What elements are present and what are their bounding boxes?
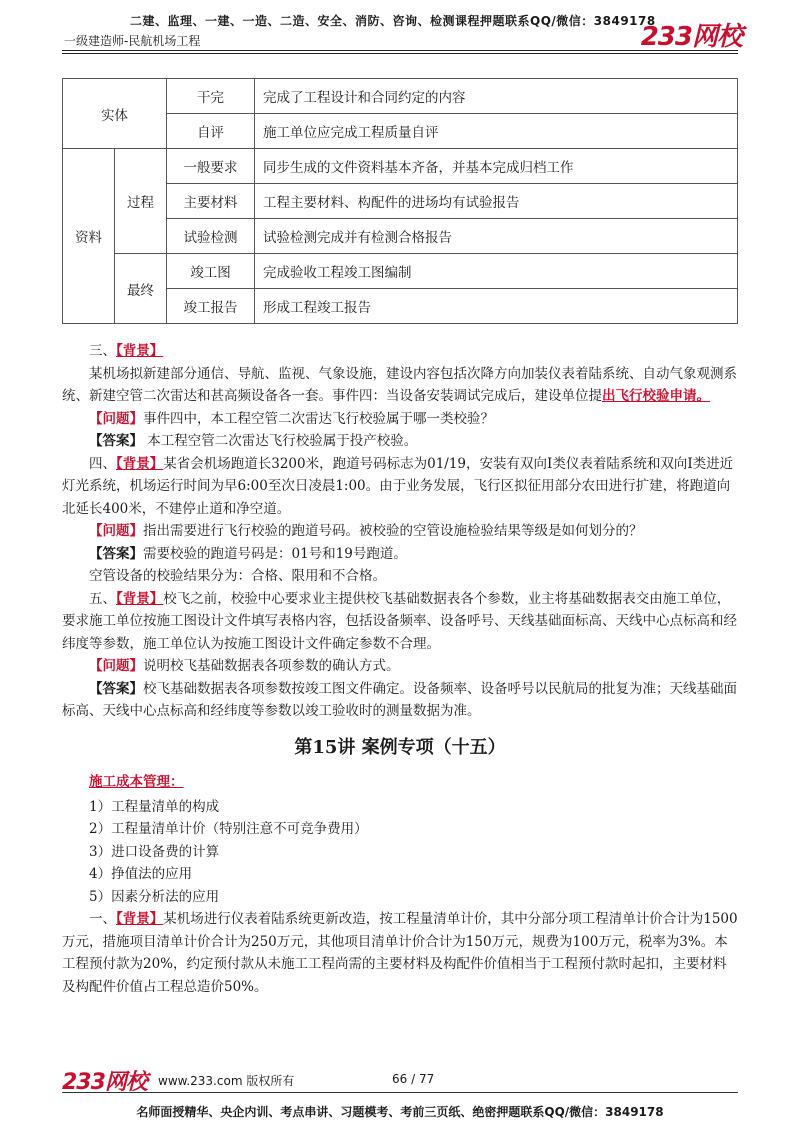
list-item: 4）挣值法的应用: [89, 866, 193, 882]
list-item: 2）工程量清单计价（特别注意不可竞争费用）: [89, 821, 368, 837]
lecture-subtitle: 施工成本管理：: [89, 774, 184, 790]
row-label: 主要材料: [167, 184, 255, 219]
row-content: 同步生成的文件资料基本齐备，并基本完成归档工作: [255, 149, 738, 184]
table-row: [63, 79, 738, 114]
document-body: [62, 340, 738, 998]
row-content: 试验检测完成并有检测合格报告: [255, 219, 738, 254]
row-content: 完成验收工程竣工图编制: [255, 254, 738, 289]
header-divider: [62, 50, 738, 51]
list-item: 1）工程量清单的构成: [89, 798, 220, 815]
section1-background: 一、【背景】某机场进行仪表着陆系统更新改造，按工程量清单计价，其中分部分项工程清单计价合计为1500万元，措施项目清单计价合计为250万元，其他项目清单计价合计为150万元，规费为100万元，税率为3%。本工程预付款为20%，约定预付款从未施工工程尚需的主要材料及构配件价值相当于工程预付款时起扣，主要材料及构配件价值占工程总造价50%。: [62, 911, 738, 995]
footer-divider: [62, 1092, 738, 1093]
section3-answer: 【答案】 本工程空管二次雷达飞行校验属于投产校验。: [89, 433, 418, 449]
section4-answer-2: 空管设备的校验结果分为：合格、限用和不合格。: [89, 568, 386, 584]
page-number: 66 / 77: [392, 1072, 435, 1086]
section3-background: 某机场拟新建部分通信、导航、监视、气象设施，建设内容包括次降方向加装仪表着陆系统、自动气象观测系统、新建空管二次雷达和甚高频设备各一套。事件四：当设备安装调试完成后，建设单位提出飞行校验申请。: [62, 365, 737, 404]
site-logo[interactable]: 233网校: [640, 22, 742, 52]
footer-contact-line: 名师面授精华、央企内训、考点串讲、习题模考、考前三页纸、绝密押题联系QQ/微信：3849178: [136, 1105, 664, 1119]
subcategory-guocheng: 过程: [115, 149, 167, 254]
section5-answer: 【答案】校飞基础数据表各项参数按竣工图文件确定。设备频率、设备呼号以民航局的批复为准；天线基础面标高、天线中心点标高和经纬度等参数以竣工验收时的测量数据为准。: [62, 680, 737, 719]
list-item: 5）因素分析法的应用: [89, 888, 220, 905]
section3-heading: 三、【背景】: [89, 343, 164, 359]
lecture-title: 第15讲 案例专项（十五）: [294, 736, 506, 758]
section4-background: 四、【背景】某省会机场跑道长3200米，跑道号码标志为01/19，安装有双向I类仪表着陆系统和双向I类进近灯光系统，机场运行时间为早6:00至次日凌晨1:00。由于业务发展，飞行区拟征用部分农田进行扩建，将跑道向北延长400米，不建停止道和净空道。: [62, 455, 734, 517]
category-shiti: 实体: [63, 79, 167, 149]
section4-answer: 【答案】需要校验的跑道号码是：01号和19号跑道。: [89, 545, 407, 562]
section5-question: 【问题】说明校飞基础数据表各项参数的确认方式。: [89, 658, 400, 674]
row-label: 干完: [167, 79, 255, 114]
row-label: 竣工图: [167, 254, 255, 289]
footer-copyright[interactable]: www.233.com 版权所有: [158, 1074, 295, 1088]
header-divider-secondary: [62, 53, 738, 54]
acceptance-conditions-table: [62, 78, 738, 324]
row-content: 形成工程竣工报告: [255, 289, 738, 324]
row-label: 试验检测: [167, 219, 255, 254]
row-content: 完成了工程设计和合同约定的内容: [255, 79, 738, 114]
row-label: 一般要求: [167, 149, 255, 184]
row-content: 工程主要材料、构配件的进场均有试验报告: [255, 184, 738, 219]
row-label: 自评: [167, 114, 255, 149]
header-contact-line: 二建、监理、一建、一造、二造、安全、消防、咨询、检测课程押题联系QQ/微信：3849178: [130, 14, 656, 28]
list-item: 3）进口设备费的计算: [89, 843, 220, 860]
section5-background: 五、【背景】校飞之前，校验中心要求业主提供校飞基础数据表各个参数，业主将基础数据表交由施工单位，要求施工单位按施工图设计文件填写表格内容，包括设备频率、设备呼号、天线基础面标高、天线中心点标高和经纬度等参数，施工单位认为按施工图设计文件确定参数不合理。: [62, 590, 737, 652]
header-subject: 一级建造师-民航机场工程: [64, 34, 201, 48]
row-label: 竣工报告: [167, 289, 255, 324]
subcategory-zuizhong: 最终: [115, 254, 167, 324]
category-ziliao: 资料: [63, 149, 115, 324]
row-content: 施工单位应完成工程质量自评: [255, 114, 738, 149]
table-row: [63, 254, 738, 289]
section3-question: 【问题】事件四中，本工程空管二次雷达飞行校验属于哪一类校验？: [89, 410, 494, 427]
table-row: [63, 149, 738, 184]
section4-question: 【问题】指出需要进行飞行校验的跑道号码。被校验的空管设施检验结果等级是如何划分的？: [89, 523, 643, 539]
footer-logo[interactable]: 233网校: [62, 1070, 147, 1095]
